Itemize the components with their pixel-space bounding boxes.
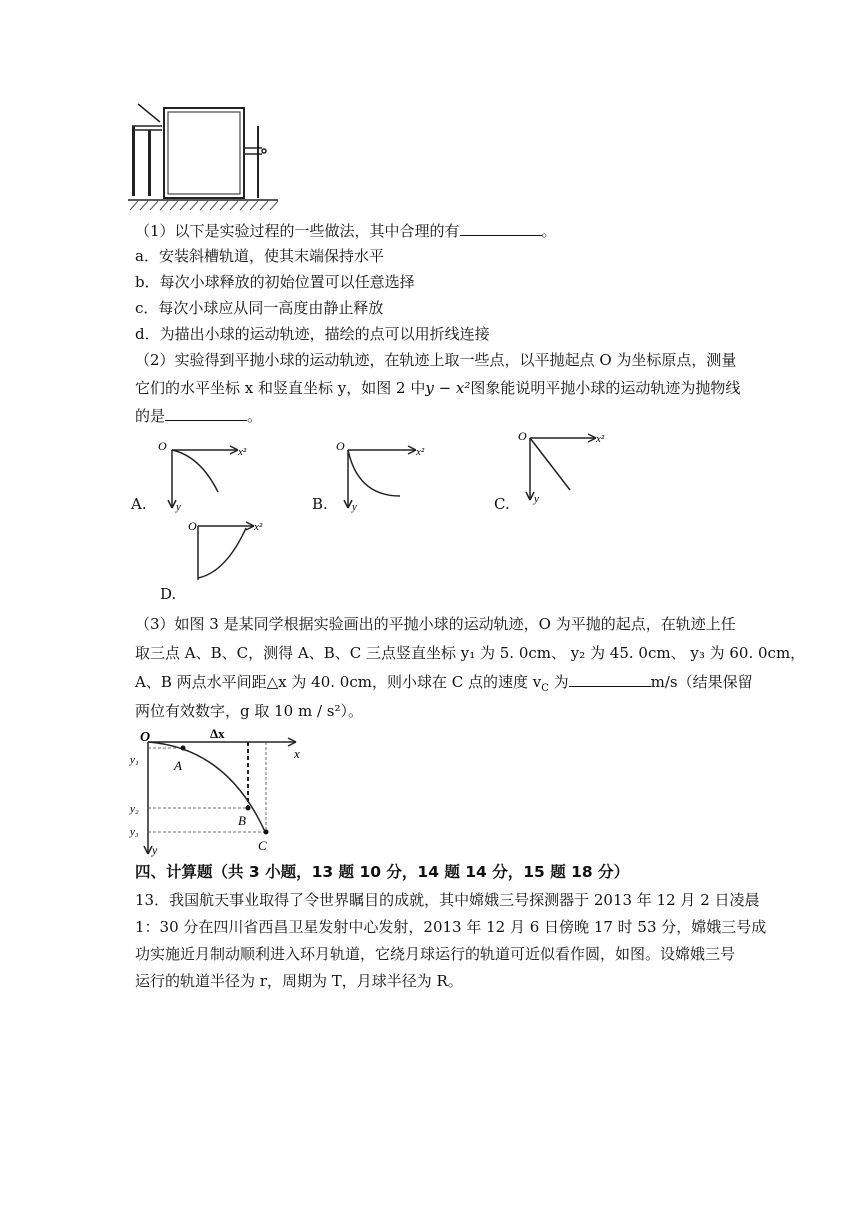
q1-stem: （1）以下是实验过程的一些做法，其中合理的有 。: [135, 222, 557, 240]
q13-line2: 1：30 分在四川省西昌卫星发射中心发射，2013 年 12 月 6 日傍晚 17 时 53 分，嫦娥三号成: [135, 918, 767, 936]
y-axis-label: y: [534, 493, 539, 505]
q3-line2: 取三点 A、B、C，测得 A、B、C 三点竖直坐标 y₁ 为 5. 0cm、 y₂ 为 45. 0cm、 y₃ 为 60. 0cm，: [135, 644, 806, 662]
graph-c: [512, 428, 622, 514]
answer-blank[interactable]: [569, 672, 651, 687]
answer-blank[interactable]: [460, 221, 542, 236]
point-a-label: A: [174, 758, 182, 773]
y-axis-label: y: [176, 501, 181, 513]
x-axis-label: x²: [238, 446, 247, 458]
q13-line3: 功实施近月制动顺利进入环月轨道，它绕月球运行的轨道可近似看作圆，如图。设嫦娥三号: [135, 945, 736, 963]
origin-label: O: [188, 519, 197, 533]
x-axis-label: x²: [596, 433, 605, 445]
graph-d: [182, 516, 272, 596]
y-axis-label: y: [352, 501, 357, 513]
q3-line1: （3）如图 3 是某同学根据实验画出的平抛小球的运动轨迹，O 为平抛的起点，在轨迹上任: [135, 615, 736, 633]
answer-blank[interactable]: [165, 406, 247, 421]
q1-option-d: d．为描出小球的运动轨迹，描绘的点可以用折线连接: [135, 325, 490, 343]
q2-line2: 它们的水平坐标 x 和竖直坐标 y，如图 2 中y − x²图象能说明平抛小球的运动轨迹为抛物线: [135, 379, 741, 397]
origin-label: O: [336, 439, 345, 453]
y2-label: y₂: [130, 803, 139, 815]
x-axis-label: x: [294, 746, 300, 761]
apparatus-figure: [128, 100, 278, 216]
q13-line4: 运行的轨道半径为 r，周期为 T，月球半径为 R。: [135, 972, 463, 990]
choice-d-label: D.: [160, 585, 177, 603]
origin-label: O: [158, 439, 167, 453]
section-title: 四、计算题（共 3 小题，13 题 10 分，14 题 14 分，15 题 18 分）: [135, 863, 630, 881]
trajectory-figure: [128, 726, 308, 858]
dx-label: Δx: [210, 726, 225, 741]
q2-line1: （2）实验得到平抛小球的运动轨迹，在轨迹上取一些点，以平抛起点 O 为坐标原点，测量: [135, 351, 737, 369]
x-axis-label: x²: [254, 521, 263, 533]
point-c-label: C: [258, 838, 267, 853]
origin-label: O: [518, 429, 527, 443]
q13-line1: 13．我国航天事业取得了令世界瞩目的成就，其中嫦娥三号探测器于 2013 年 12 月 2 日凌晨: [135, 891, 760, 909]
q3-line4: 两位有效数字，g 取 10 m / s²）。: [135, 702, 364, 720]
q3-line3: A、B 两点水平间距△x 为 40. 0cm，则小球在 C 点的速度 $v_C$ 为 m/s（结果保留: [135, 673, 753, 694]
graph-b: [330, 438, 440, 518]
y3-label: y₃: [130, 826, 139, 838]
x-axis-label: x²: [416, 446, 425, 458]
y1-label: y₁: [130, 754, 139, 766]
choice-c-label: C.: [494, 495, 510, 513]
q1-option-b: b．每次小球释放的初始位置可以任意选择: [135, 273, 415, 291]
graph-a: [150, 438, 260, 518]
choice-b-label: B.: [312, 495, 328, 513]
q1-option-c: c．每次小球应从同一高度由静止释放: [135, 299, 384, 317]
point-b-label: B: [238, 813, 246, 828]
choice-a-label: A.: [131, 495, 147, 513]
q1-option-a: a．安装斜槽轨道，使其末端保持水平: [135, 247, 384, 265]
origin-label: O: [140, 730, 151, 745]
q2-line3: 的是 。: [135, 407, 263, 425]
y-axis-label: y: [152, 843, 158, 857]
